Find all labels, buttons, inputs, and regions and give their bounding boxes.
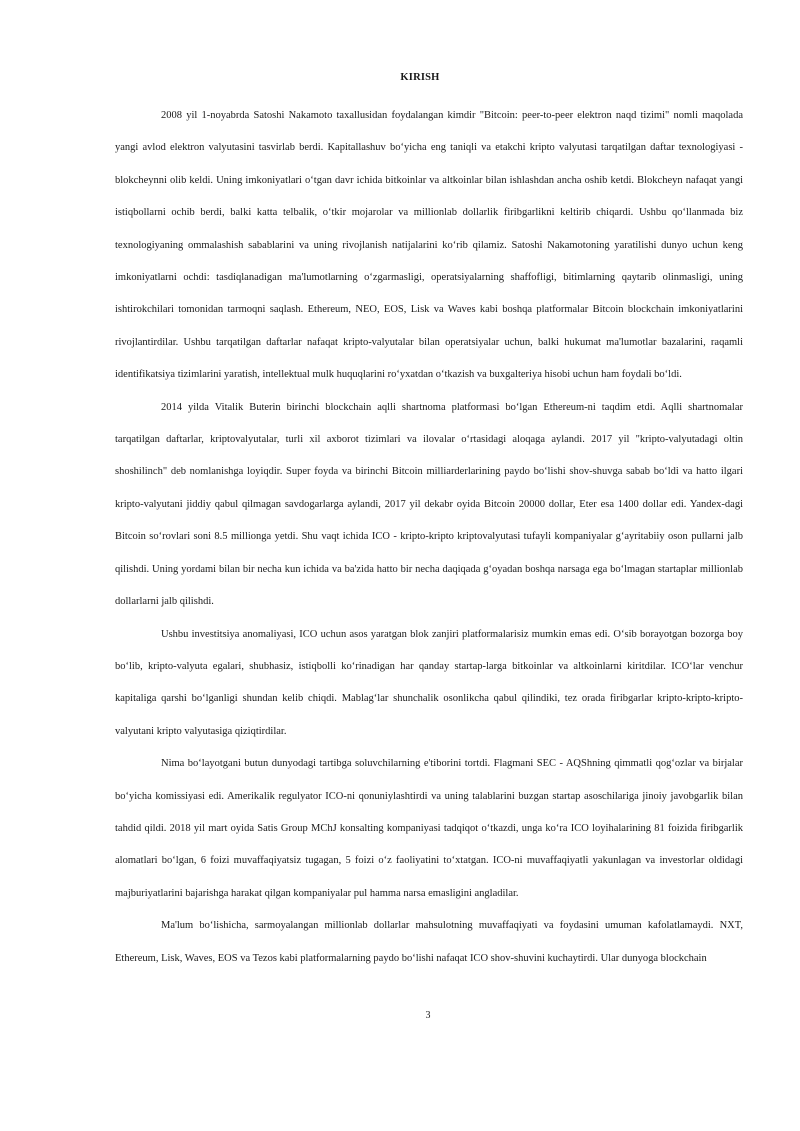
paragraph-4: Nima bo‘layotgani butun dunyodagi tartibga soluvchilarning e'tiborini tortdi. Flagmani SEC - AQShning qimmatli qog‘ozlar va birjalar bo‘yicha komissiyasi edi. Amerikalik regulyator ICO-ni qonuniylashtirdi va uning talablarini buzgan startap asoschilariga jinoiy javobgarlik bilan tahdid qildi. 2018 yil mart oyida Satis Group MChJ konsalting kompaniyasi tadqiqot o‘tkazdi, unga ko‘ra ICO loyihalarining 81 foizida firibgarlik alomatlari bo‘lgan, 6 foizi muvaffaqiyatsiz tugagan, 5 foizi o‘z faoliyatini to‘xtatgan. ICO-ni muvaffaqiyatli yakunlagan va investorlar oldidagi majburiyatlarini bajarishga harakat qilgan kompaniyalar pul hamma narsa emasligini angladilar. xyxy=(115,758,743,899)
paragraph-1: 2008 yil 1-noyabrda Satoshi Nakamoto taxallusidan foydalangan kimdir "Bitcoin: peer-to-peer elektron naqd tizimi" nomli maqolada yangi avlod elektron valyutasini tasvirlab berdi. Kapitallashuv bo‘yicha eng taniqli va etakchi kripto valyutasi tarqatilgan daftar texnologiyasi - blokcheynni olib keldi. Uning imkoniyatlari o‘tgan davr ichida bitkoinlar va altkoinlar bilan ishlashdan ancha oshib ketdi. Blokcheyn nafaqat yangi istiqbollarni ochib berdi, balki katta telbalik, o‘tkir mojarolar va millionlab dollarlik firibgarlikni keltirib chiqardi. Ushbu qo‘llanmada biz texnologiyaning ommalashish sabablarini va uning rivojlanish natijalarini ko‘rib qilamiz. Satoshi Nakamotoning yaratilishi dunyo uchun keng imkoniyatlarni ochdi: tasdiqlanadigan ma'lumotlarning o‘zgarmasligi, operatsiyalarning shaffofligi, bitimlarning qaytarib olinmasligi, uning ishtirokchilari tomonidan tarmoqni saqlash. Ethereum, NEO, EOS, Lisk va Waves kabi boshqa platformalar Bitcoin blockchain imkoniyatlarini rivojlantirdilar. Ushbu tarqatilgan daftarlar nafaqat kripto-valyutalar bilan operatsiyalar uchun, balki hukumat ma'lumotlar bazalarini, raqamli identifikatsiya tizimlarini yaratish, intellektual mulk huquqlarini ro‘yxatdan o‘tkazish va buxgalteriya hisobi uchun ham foydali bo‘ldi. xyxy=(115,110,743,381)
paragraph-5: Ma'lum bo‘lishicha, sarmoyalangan millionlab dollarlar mahsulotning muvaffaqiyati va foydasini umuman kafolatlamaydi. NXT, Ethereum, Lisk, Waves, EOS va Tezos kabi platformalarning paydo bo‘lishi nafaqat ICO shov-shuvini kuchaytirdi. Ular dunyoga blockchain xyxy=(115,920,743,964)
paragraph-3: Ushbu investitsiya anomaliyasi, ICO uchun asos yaratgan blok zanjiri platformalarisiz mumkin emas edi. O‘sib borayotgan bozorga boy bo‘lib, kripto-valyuta egalari, shubhasiz, istiqbolli ko‘rinadigan har qanday startap-larga bitkoinlar va altkoinlarni kiritdilar. ICO‘lar venchur kapitaliga qarshi bo‘lganligi shundan kelib chiqdi. Mablag‘lar shunchalik osonlikcha qabul qilindiki, tez orada firibgarlar kripto-kripto-kripto-valyutani kripto valyutasiga qiziqtirdilar. xyxy=(115,628,743,737)
body-text xyxy=(115,100,743,975)
section-title: KIRISH xyxy=(400,72,440,83)
paragraph-2: 2014 yilda Vitalik Buterin birinchi blockchain aqlli shartnoma platformasi bo‘lgan Ethereum-ni taqdim etdi. Aqlli shartnomalar tarqatilgan daftarlar, kriptovalyutalar, turli xil axborot tizimlari va ilovalar o‘rtasidagi aloqaga aylandi. 2017 yil "kripto-valyutadagi oltin shoshilinch" deb nomlanishga loyiqdir. Super foyda va birinchi Bitcoin milliarderlarining paydo bo‘lishi shov-shuvga sabab bo‘ldi va hatto ilgari kripto-valyutani jiddiy qabul qilmagan savdogarlarga aylandi, 2017 yil dekabr oyida Bitcoin 20000 dollar, Eter esa 1400 dollar edi. Yandex-dagi Bitcoin so‘rovlari soni 8.5 millionga yetdi. Shu vaqt ichida ICO - kripto-kripto kriptovalyutasi tufayli kompaniyalar g‘ayritabiiy oson pullarni jalb qilishdi. Uning yordami bilan bir necha kun ichida va ba'zida hatto bir necha daqiqada g‘oyadan boshqa narsaga ega bo‘lmagan startaplar millionlab dollarlarni jalb qilishdi. xyxy=(115,401,743,608)
page-number: 3 xyxy=(425,1010,431,1021)
